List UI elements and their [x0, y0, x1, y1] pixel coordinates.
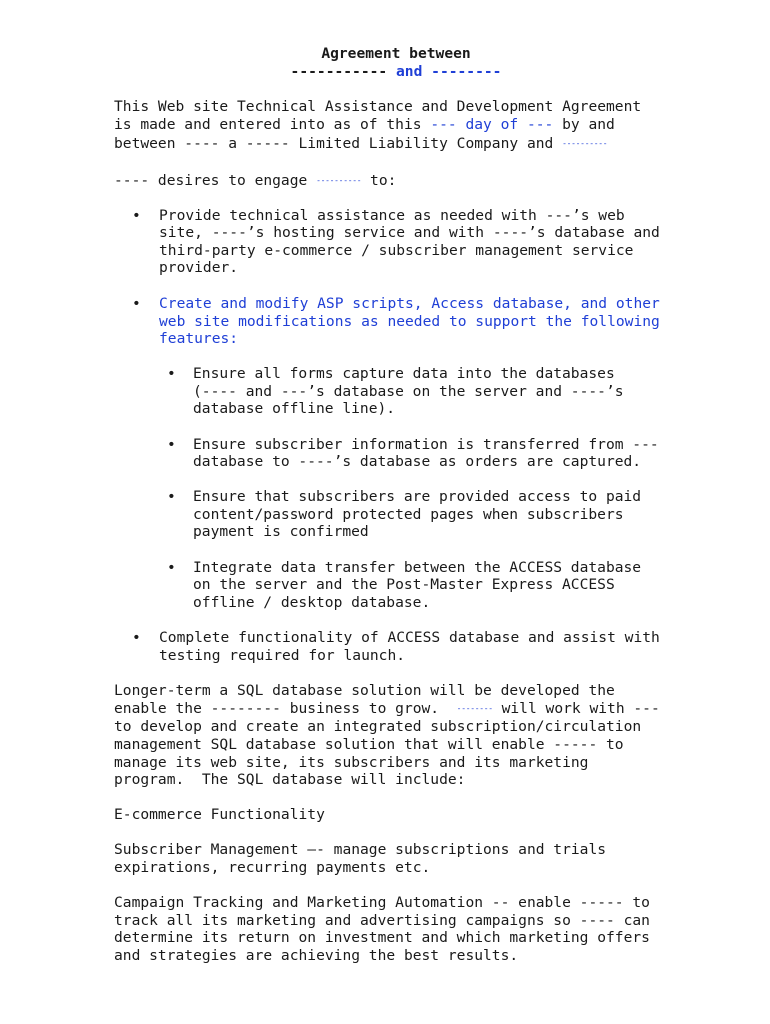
desire-c: to:	[361, 172, 397, 189]
developer-blank: --------	[456, 704, 493, 714]
campaign-line-1: Campaign Tracking and Marketing Automation -- enable ----- to	[114, 894, 650, 911]
intro-line-3a: between ---- a ----- Limited Liability Company and	[114, 135, 563, 152]
longer-line-1: Longer-term a SQL database solution will be developed the	[114, 682, 615, 699]
longer-line-2	[114, 700, 734, 718]
intro-line-2	[114, 116, 734, 134]
party-b-blank: --------	[431, 63, 502, 80]
bullet-2-line-2: web site modifications as needed to support the following	[159, 313, 660, 330]
bullet-3-line-1: Complete functionality of ACCESS database and assist with	[159, 629, 660, 646]
longer-line-3: to develop and create an integrated subscription/circulation	[114, 718, 642, 735]
desire-a: ---- desires to engage	[114, 172, 317, 189]
sub-bullet-4-line-1: Integrate data transfer between the ACCESS database	[193, 559, 642, 576]
intro-line-2a: is made and entered into as of this	[114, 116, 431, 133]
sub-bullet-1-line-3: database offline line).	[193, 400, 396, 417]
sub-bullet-2-line-1: Ensure subscriber information is transferred from ---	[193, 436, 659, 453]
bullet-1-line-3: third-party e-commerce / subscriber management service	[159, 242, 634, 259]
engage-blank: ----------	[316, 176, 362, 186]
contractor-blank: ----------	[562, 139, 608, 149]
party-a-blank: -----------	[290, 63, 388, 80]
sub-bullet-3-line-2: content/password protected pages when subscribers	[193, 506, 624, 523]
bullet-2-line-1: Create and modify ASP scripts, Access database, and other	[159, 295, 660, 312]
longer-line-2c: will work with ---	[492, 700, 660, 717]
intro-line-1: This Web site Technical Assistance and Development Agreement	[114, 98, 642, 115]
longer-line-4: management SQL database solution that will enable ----- to	[114, 736, 624, 753]
title-line-1: Agreement between	[321, 45, 471, 62]
sub-bullet-2-line-2: database to ----’s database as orders are captured.	[193, 453, 642, 470]
bullet-1-line-2: site, ----’s hosting service and with ----’s database and	[159, 224, 660, 241]
sub-bullet-3-line-3: payment is confirmed	[193, 523, 369, 540]
bullet-icon: •	[132, 629, 141, 646]
bullet-1-line-1: Provide technical assistance as needed with ---’s web	[159, 207, 625, 224]
longer-line-2a: enable the -------- business to grow.	[114, 700, 457, 717]
bullet-3-line-2: testing required for launch.	[159, 647, 406, 664]
intro-line-2c: by and	[553, 116, 615, 133]
sub-bullet-4-line-3: offline / desktop database.	[193, 594, 431, 611]
subscriber-line-2: expirations, recurring payments etc.	[114, 859, 431, 876]
bullet-2-line-3: features:	[159, 330, 239, 347]
ecommerce-heading: E-commerce Functionality	[114, 806, 325, 823]
title-and: and	[396, 63, 423, 80]
bullet-icon: •	[132, 295, 141, 312]
sub-bullet-3-line-1: Ensure that subscribers are provided access to paid	[193, 488, 642, 505]
sub-bullet-icon: •	[167, 436, 176, 453]
campaign-line-4: and strategies are achieving the best results.	[114, 947, 519, 964]
sub-bullet-icon: •	[167, 488, 176, 505]
campaign-line-2: track all its marketing and advertising campaigns so ---- can	[114, 912, 650, 929]
sub-bullet-1-line-2: (---- and ---’s database on the server and ----’s	[193, 383, 624, 400]
campaign-line-3: determine its return on investment and which marketing offers	[114, 929, 650, 946]
longer-line-5: manage its web site, its subscribers and its marketing	[114, 754, 589, 771]
desire-line	[114, 172, 734, 190]
title-line-2	[0, 63, 770, 81]
bullet-1-line-4: provider.	[159, 259, 239, 276]
sub-bullet-icon: •	[167, 559, 176, 576]
sub-bullet-4-line-2: on the server and the Post-Master Express ACCESS	[193, 576, 615, 593]
sub-bullet-icon: •	[167, 365, 176, 382]
sub-bullet-1-line-1: Ensure all forms capture data into the databases	[193, 365, 615, 382]
intro-line-3	[114, 135, 734, 153]
date-blank: --- day of ---	[430, 116, 554, 133]
longer-line-6: program. The SQL database will include:	[114, 771, 466, 788]
bullet-icon: •	[132, 207, 141, 224]
subscriber-line-1: Subscriber Management –- manage subscriptions and trials	[114, 841, 607, 858]
